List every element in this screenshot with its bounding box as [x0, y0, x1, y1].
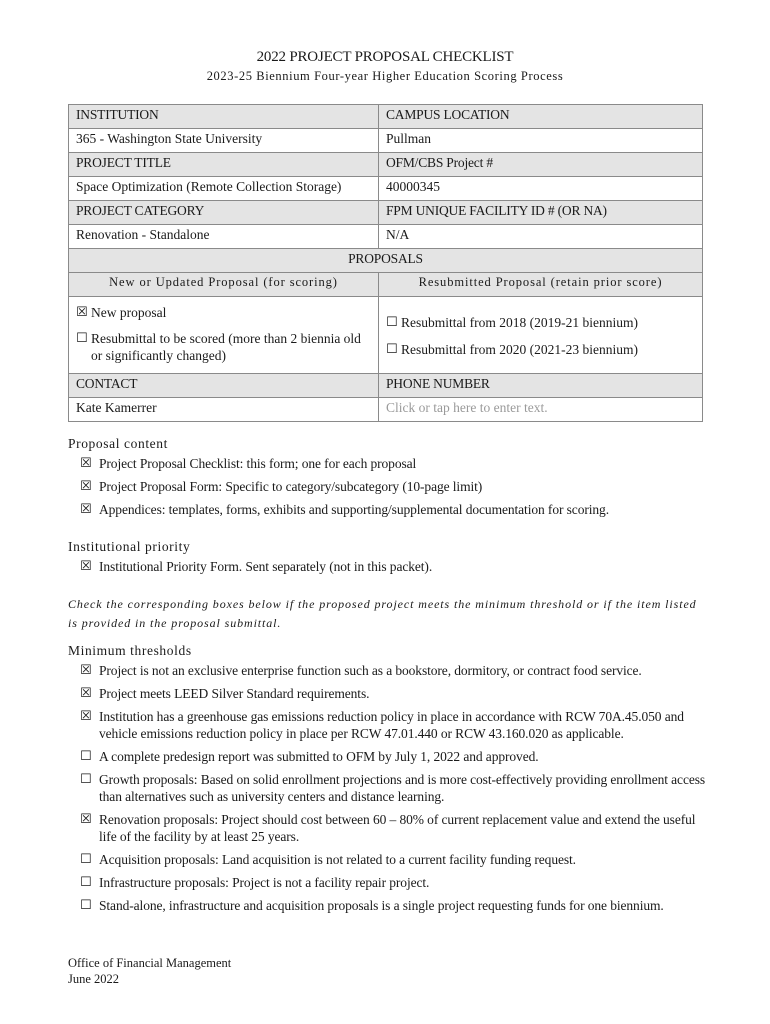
- institutional-priority-heading: Institutional priority: [68, 539, 191, 554]
- facility-id-label: FPM UNIQUE FACILITY ID # (OR NA): [379, 201, 703, 225]
- checked-box-icon[interactable]: ☒: [80, 479, 92, 494]
- checkbox-icon[interactable]: ☐: [80, 772, 92, 787]
- phone-number-label: PHONE NUMBER: [379, 374, 703, 398]
- item-label: Project Proposal Checklist: this form; one for each proposal: [99, 456, 417, 471]
- item-label: Project is not an exclusive enterprise function such as a bookstore, dormitory, or contract food service.: [99, 663, 642, 678]
- footer-organization: Office of Financial Management: [68, 956, 232, 970]
- project-info-table: [68, 104, 703, 422]
- institution-field[interactable]: 365 - Washington State University: [69, 129, 379, 153]
- facility-id-field[interactable]: N/A: [379, 225, 703, 249]
- option-label: Resubmittal from 2020 (2021-23 biennium): [401, 342, 638, 357]
- checklist-item[interactable]: [80, 851, 708, 868]
- proposal-content-section: [68, 436, 708, 524]
- checklist-item[interactable]: [80, 811, 708, 845]
- checklist-item[interactable]: [80, 708, 708, 742]
- option-new-proposal[interactable]: [76, 304, 371, 321]
- checklist-item[interactable]: [80, 897, 708, 914]
- checked-box-icon[interactable]: ☒: [80, 502, 92, 517]
- checked-box-icon[interactable]: ☒: [80, 456, 92, 471]
- document-title: 2022 PROJECT PROPOSAL CHECKLIST: [256, 49, 514, 65]
- option-label: New proposal: [91, 305, 167, 320]
- item-label: Institutional Priority Form. Sent separately (not in this packet).: [99, 559, 433, 574]
- checked-box-icon[interactable]: ☒: [80, 559, 92, 574]
- checklist-item[interactable]: [80, 455, 708, 472]
- new-updated-options: [69, 297, 379, 374]
- checklist-item[interactable]: [80, 558, 708, 575]
- checkbox-icon[interactable]: ☐: [76, 331, 88, 346]
- contact-field[interactable]: Kate Kamerrer: [69, 398, 379, 422]
- checklist-item[interactable]: [80, 478, 708, 495]
- minimum-thresholds-heading: Minimum thresholds: [68, 643, 192, 658]
- item-label: Stand-alone, infrastructure and acquisition proposals is a single project requesting funds for one biennium.: [99, 898, 664, 913]
- resubmitted-options: [379, 297, 703, 374]
- checklist-item[interactable]: [80, 748, 708, 765]
- item-label: Appendices: templates, forms, exhibits and supporting/supplemental documentation for scoring.: [99, 502, 609, 517]
- footer-date: June 2022: [68, 972, 120, 986]
- minimum-thresholds-section: [68, 643, 708, 920]
- option-resubmittal-scored[interactable]: [76, 330, 371, 364]
- project-title-label: PROJECT TITLE: [69, 153, 379, 177]
- new-updated-proposal-heading: New or Updated Proposal (for scoring): [69, 273, 379, 297]
- document-subtitle: 2023-25 Biennium Four-year Higher Education Scoring Process: [206, 69, 564, 83]
- item-label: Infrastructure proposals: Project is not a facility repair project.: [99, 875, 430, 890]
- phone-number-field[interactable]: Click or tap here to enter text.: [379, 398, 703, 422]
- checkbox-icon[interactable]: ☐: [80, 852, 92, 867]
- option-label: Resubmittal to be scored (more than 2 biennia old or significantly changed): [91, 331, 361, 363]
- project-title-field[interactable]: Space Optimization (Remote Collection Storage): [69, 177, 379, 201]
- ofm-project-number-field[interactable]: 40000345: [379, 177, 703, 201]
- resubmitted-proposal-heading: Resubmitted Proposal (retain prior score): [379, 273, 703, 297]
- checked-box-icon[interactable]: ☒: [80, 663, 92, 678]
- option-resubmittal-2020[interactable]: [386, 341, 695, 358]
- checkbox-icon[interactable]: ☐: [80, 749, 92, 764]
- item-label: Institution has a greenhouse gas emissions reduction policy in place in accordance with RCW 70A.45.050 and vehicle emissions reduction policy in place per RCW 47.01.440 or RCW 43.160.020 as applicable.: [99, 709, 684, 741]
- checklist-item[interactable]: [80, 685, 708, 702]
- ofm-project-number-label: OFM/CBS Project #: [379, 153, 703, 177]
- campus-location-label: CAMPUS LOCATION: [379, 105, 703, 129]
- item-label: Acquisition proposals: Land acquisition is not related to a current facility funding request.: [99, 852, 576, 867]
- checkbox-icon[interactable]: ☐: [80, 898, 92, 913]
- project-category-label: PROJECT CATEGORY: [69, 201, 379, 225]
- checked-box-icon[interactable]: ☒: [80, 686, 92, 701]
- checkbox-icon[interactable]: ☐: [386, 342, 398, 357]
- campus-location-field[interactable]: Pullman: [379, 129, 703, 153]
- checked-box-icon[interactable]: ☒: [76, 305, 88, 320]
- item-label: A complete predesign report was submitted to OFM by July 1, 2022 and approved.: [99, 749, 539, 764]
- page-footer: [68, 955, 231, 987]
- proposal-content-heading: Proposal content: [68, 436, 168, 451]
- checkbox-icon[interactable]: ☐: [80, 875, 92, 890]
- item-label: Renovation proposals: Project should cost between 60 – 80% of current replacement value and extend the useful life of the facility by at least 25 years.: [99, 812, 696, 844]
- checklist-item[interactable]: [80, 771, 708, 805]
- option-resubmittal-2018[interactable]: [386, 314, 695, 331]
- project-category-field[interactable]: Renovation - Standalone: [69, 225, 379, 249]
- instruction-note: Check the corresponding boxes below if the proposed project meets the minimum threshold or if the item listed is provided in the proposal submittal.: [68, 597, 697, 630]
- institution-label: INSTITUTION: [69, 105, 379, 129]
- item-label: Growth proposals: Based on solid enrollment projections and is more cost-effectively providing enrollment access than alternatives such as university centers and distance learning.: [99, 772, 706, 804]
- item-label: Project Proposal Form: Specific to category/subcategory (10-page limit): [99, 479, 483, 494]
- contact-label: CONTACT: [69, 374, 379, 398]
- checkbox-icon[interactable]: ☐: [386, 315, 398, 330]
- option-label: Resubmittal from 2018 (2019-21 biennium): [401, 315, 638, 330]
- checklist-item[interactable]: [80, 662, 708, 679]
- institutional-priority-section: [68, 539, 708, 581]
- checklist-item[interactable]: [80, 501, 708, 518]
- checklist-item[interactable]: [80, 874, 708, 891]
- item-label: Project meets LEED Silver Standard requirements.: [99, 686, 370, 701]
- proposals-heading: PROPOSALS: [69, 249, 703, 273]
- checked-box-icon[interactable]: ☒: [80, 812, 92, 827]
- checked-box-icon[interactable]: ☒: [80, 709, 92, 724]
